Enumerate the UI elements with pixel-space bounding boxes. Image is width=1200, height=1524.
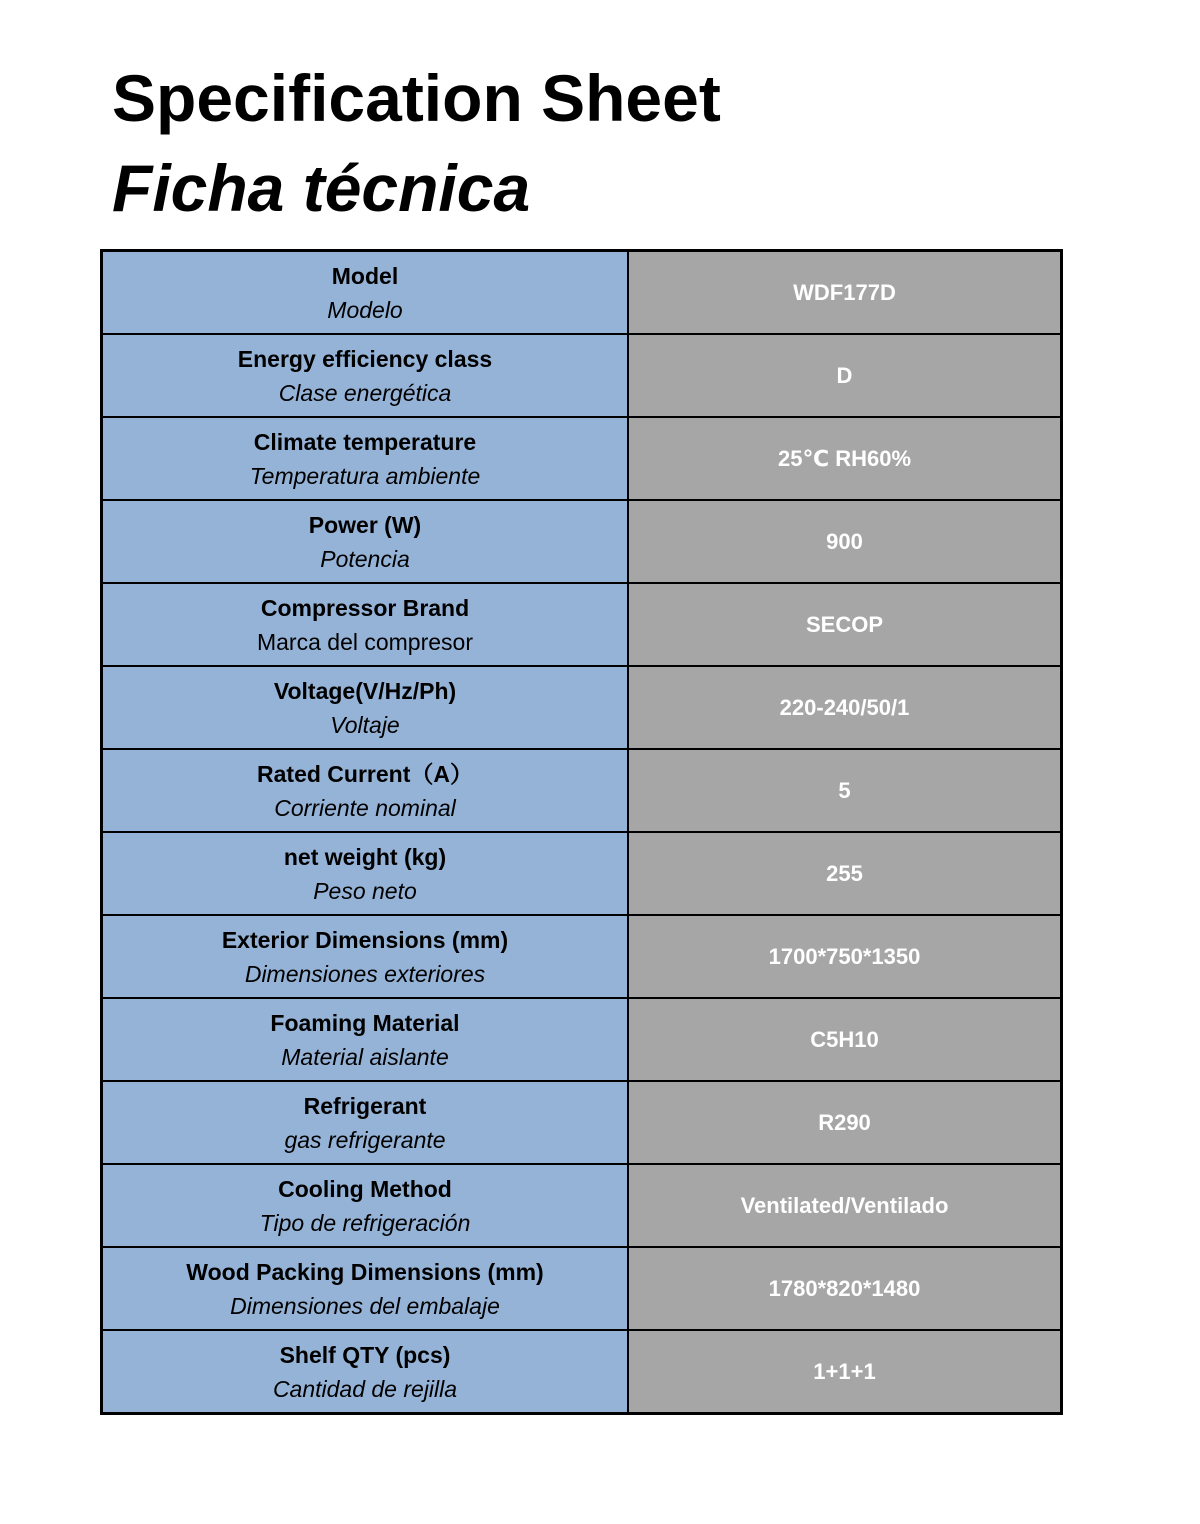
spec-row-rated-current <box>102 749 1062 832</box>
spec-row-net-weight <box>102 832 1062 915</box>
spec-label-en: Refrigerant <box>303 1092 427 1119</box>
spec-label-cell <box>102 998 629 1081</box>
spec-label-es: Clase energética <box>278 379 452 406</box>
spec-label-en: Climate temperature <box>253 428 477 455</box>
spec-label-es: Dimensiones exteriores <box>244 960 486 987</box>
spec-value: C5H10 <box>628 998 1062 1081</box>
spec-label-es: gas refrigerante <box>284 1126 446 1153</box>
spec-value: Ventilated/Ventilado <box>628 1164 1062 1247</box>
spec-label-en: Exterior Dimensions (mm) <box>221 926 509 953</box>
spec-value: SECOP <box>628 583 1062 666</box>
spec-label-es: Cantidad de rejilla <box>272 1375 458 1402</box>
spec-label-cell <box>102 417 629 500</box>
spec-label-cell <box>102 1081 629 1164</box>
title-english: Specification Sheet <box>112 61 721 135</box>
spec-row-packing-dimensions <box>102 1247 1062 1330</box>
spec-row-energy-class <box>102 334 1062 417</box>
spec-label-es: Voltaje <box>330 711 400 738</box>
spec-label-en: Power (W) <box>308 511 422 538</box>
spec-value: WDF177D <box>628 251 1062 335</box>
spec-label-cell <box>102 583 629 666</box>
spec-label-es: Material aislante <box>281 1043 449 1070</box>
spec-value: 900 <box>628 500 1062 583</box>
spec-row-power <box>102 500 1062 583</box>
spec-value: 1+1+1 <box>628 1330 1062 1414</box>
spec-label-cell <box>102 1330 629 1414</box>
spec-value: 1700*750*1350 <box>628 915 1062 998</box>
spec-label-cell <box>102 251 629 335</box>
spec-value: R290 <box>628 1081 1062 1164</box>
spec-value: 255 <box>628 832 1062 915</box>
spec-label-cell <box>102 1164 629 1247</box>
spec-row-compressor-brand <box>102 583 1062 666</box>
spec-row-refrigerant <box>102 1081 1062 1164</box>
spec-row-climate-temperature <box>102 417 1062 500</box>
spec-label-es: Corriente nominal <box>274 794 456 821</box>
spec-value: 1780*820*1480 <box>628 1247 1062 1330</box>
spec-label-cell <box>102 334 629 417</box>
spec-row-foaming-material <box>102 998 1062 1081</box>
spec-label-en: Voltage(V/Hz/Ph) <box>273 677 457 704</box>
spec-label-es: Tipo de refrigeración <box>259 1209 471 1236</box>
spec-value: D <box>628 334 1062 417</box>
spec-label-en: Compressor Brand <box>260 594 470 621</box>
spec-row-cooling-method <box>102 1164 1062 1247</box>
spec-label-es: Marca del compresor <box>256 628 474 655</box>
spec-label-en: Foaming Material <box>270 1009 460 1036</box>
spec-label-cell <box>102 500 629 583</box>
spec-row-voltage <box>102 666 1062 749</box>
spec-label-cell <box>102 915 629 998</box>
spec-label-cell <box>102 749 629 832</box>
spec-row-model <box>102 251 1062 335</box>
spec-label-cell <box>102 666 629 749</box>
spec-label-en: Shelf QTY (pcs) <box>279 1341 451 1368</box>
spec-table <box>100 249 1063 1415</box>
title-spanish: Ficha técnica <box>112 151 531 225</box>
spec-label-en: net weight (kg) <box>283 843 447 870</box>
spec-label-es: Modelo <box>327 296 403 323</box>
spec-label-es: Temperatura ambiente <box>249 462 481 489</box>
spec-value: 5 <box>628 749 1062 832</box>
spec-value: 220-240/50/1 <box>628 666 1062 749</box>
spec-label-es: Peso neto <box>313 877 417 904</box>
spec-row-shelf-qty <box>102 1330 1062 1414</box>
spec-label-es: Potencia <box>320 545 410 572</box>
spec-label-en: Energy efficiency class <box>237 345 493 372</box>
spec-row-exterior-dimensions <box>102 915 1062 998</box>
spec-label-es: Dimensiones del embalaje <box>230 1292 500 1319</box>
spec-label-en: Rated Current（A） <box>257 760 473 787</box>
spec-label-cell <box>102 832 629 915</box>
spec-label-cell <box>102 1247 629 1330</box>
spec-label-en: Model <box>331 262 399 289</box>
spec-label-en: Wood Packing Dimensions (mm) <box>186 1258 544 1285</box>
spec-value: 25℃ RH60% <box>628 417 1062 500</box>
spec-label-en: Cooling Method <box>278 1175 452 1202</box>
